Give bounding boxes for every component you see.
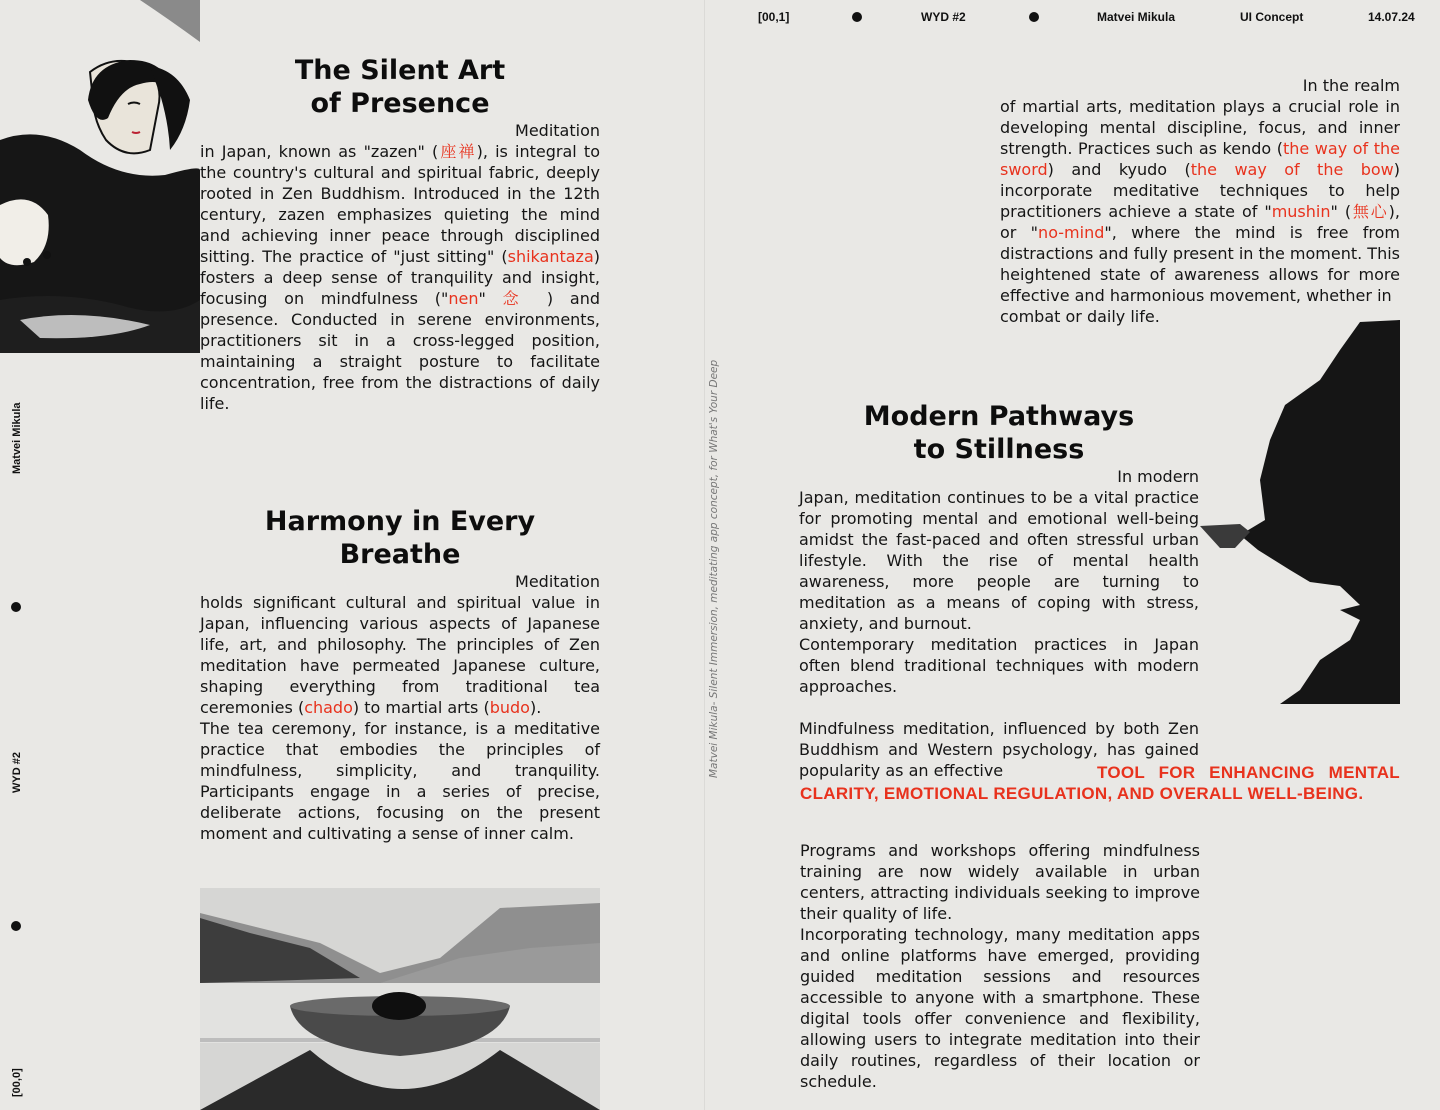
top-issue: WYD #2 xyxy=(921,10,966,24)
section-body: In the realm of martial arts, meditation plays a crucial role in developing mental discipline, focus, and inner strength. Practices such as kendo (the way of the sword) and kyudo (the way of the bow) incorporate meditative techniques to help practitioners achieve a state of "mushin" (無心), or "no-mind", where the mind is free from distractions and fully present in the moment. This heightened state of awareness allows for more effective and harmonious movement, whether in xyxy=(1000,76,1401,305)
section-title: Harmony in Every Breathe xyxy=(264,506,536,570)
section-body: Meditation holds significant cultural and spiritual value in Japan, influencing various aspects of Japanese life, art, and philosophy. The principles of Zen meditation have permeated Japanese culture, shaping everything from traditional tea ceremonies (chado) to martial arts (budo). xyxy=(200,572,600,717)
rail-dot xyxy=(11,602,21,612)
section-title: The Silent Art of Presence xyxy=(294,55,506,119)
section-modern-continued xyxy=(800,840,1200,1092)
highlight-statement: TOOL FOR ENHANCING MENTAL CLARITY, EMOTIONAL REGULATION, AND OVERALL WELL-BEING. xyxy=(800,763,1400,803)
rail-issue: WYD #2 xyxy=(11,752,23,793)
mountain-silhouette xyxy=(1200,320,1400,704)
section-title: Modern Pathways to Stillness xyxy=(863,401,1135,465)
rail-dot xyxy=(11,921,21,931)
bowl-illustration xyxy=(200,888,600,1110)
center-caption: Matvei Mikula- Silent Immersion, meditating app concept, for What's Your Deep xyxy=(708,359,720,778)
top-author: Matvei Mikula xyxy=(1097,10,1176,24)
rail-author: Matvei Mikula xyxy=(11,402,23,474)
top-dot xyxy=(852,12,862,22)
section-body: In modern Japan, meditation continues to be a vital practice for promoting mental and emotional well-being amidst the fast-paced and often stressful urban lifestyle. With the rise of mental health awareness, more people are turning to meditation as a means of coping with stress, anxiety, and burnout. xyxy=(799,467,1199,633)
section-modern-pathways xyxy=(799,400,1199,781)
section-silent-art xyxy=(200,54,600,414)
top-date: 14.07.24 xyxy=(1368,10,1415,24)
girl-illustration xyxy=(0,0,200,353)
section-body-4: Programs and workshops offering mindfulness training are now widely available in urban centers, attracting individuals seeking to improve their quality of life. xyxy=(800,841,1200,923)
top-concept: UI Concept xyxy=(1240,10,1304,24)
section-body-tail: combat or daily life. xyxy=(1000,307,1160,326)
top-dot xyxy=(1029,12,1039,22)
top-index: [00,1] xyxy=(758,10,790,24)
section-body: Meditation in Japan, known as "zazen" (座禅), is integral to the country's cultural and spiritual fabric, deeply rooted in Zen Buddhism. Introduced in the 12th century, zazen emphasizes quieting the mind and achieving inner peace through disciplined sitting. The practice of "just sitting" (shikantaza) fosters a deep sense of tranquility and insight, focusing on mindfulness ("nen" 念 ) and presence. Conducted in serene environments, practitioners sit in a cross-legged position, maintaining a straight posture to facilitate concentration, free from the distractions of daily life. xyxy=(200,121,600,413)
section-body-3: Mindfulness meditation, influenced by both Zen Buddhism and Western psychology, has gained popularity as an effective xyxy=(799,719,1199,780)
page-fold xyxy=(704,0,705,1110)
section-harmony xyxy=(200,505,600,844)
section-martial-arts xyxy=(1000,75,1400,327)
section-body-2: Contemporary meditation practices in Japan often blend traditional techniques with modern approaches. xyxy=(799,635,1199,696)
rail-index: [00,0] xyxy=(11,1068,23,1097)
section-body-5: Incorporating technology, many meditation apps and online platforms have emerged, providing guided meditation sessions and resources accessible to anyone with a smartphone. These digital tools offer convenience and flexibility, allowing users to integrate meditation into their daily routines, regardless of their location or schedule. xyxy=(800,925,1200,1091)
section-body-2: The tea ceremony, for instance, is a meditative practice that embodies the principles of mindfulness, simplicity, and tranquility. Participants engage in a series of precise, deliberate actions, focusing on the present moment and cultivating a sense of inner calm. xyxy=(200,719,600,843)
